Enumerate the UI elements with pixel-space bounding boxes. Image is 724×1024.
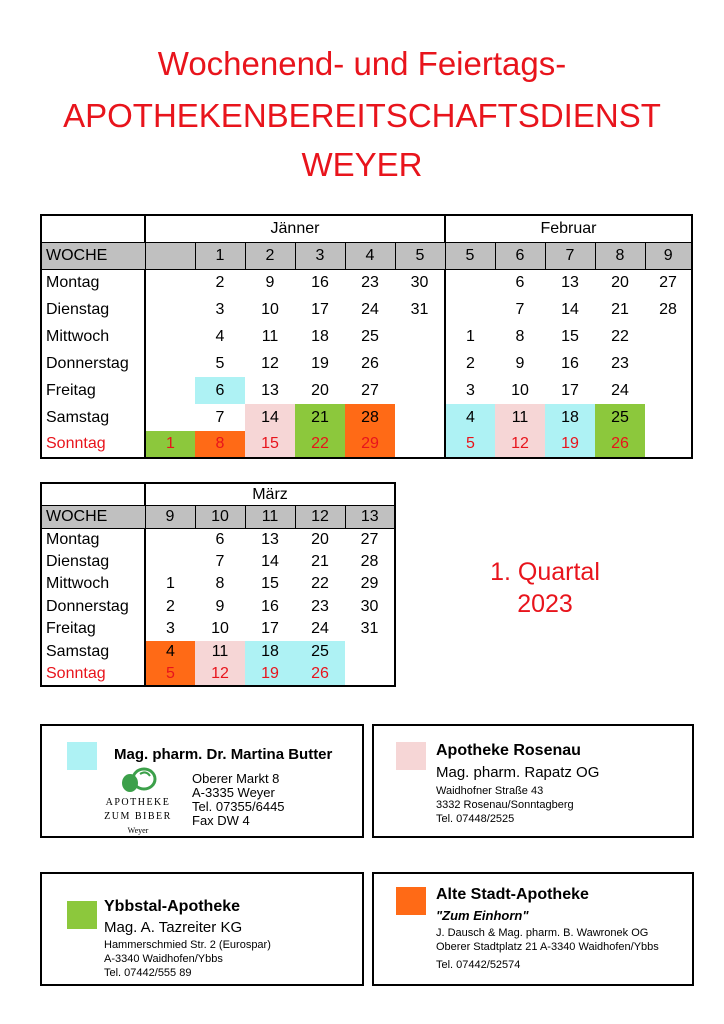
date-cell: 6 — [515, 273, 525, 291]
calendar-maerz — [40, 482, 396, 687]
pharmacy-address: J. Dausch & Mag. pharm. B. Wawronek OG Oberer Stadtplatz 21 A-3340 Waidhofen/Ybbs Tel. 07442/52574 — [436, 927, 659, 971]
pharmacy-address: Hammerschmied Str. 2 (Eurospar) A-3340 Waidhofen/Ybbs Tel. 07442/555 89 — [104, 939, 271, 979]
legend-swatch-orange — [396, 887, 426, 915]
date-cell: 18 — [245, 641, 295, 664]
quartal-line-1: 1. Quartal — [490, 558, 600, 586]
week-number: 9 — [145, 506, 195, 529]
date-cell: 18 — [545, 404, 595, 431]
date-cell: 19 — [311, 354, 329, 372]
date-cell: 10 — [511, 381, 529, 399]
biber-logo-text: APOTHEKE ZUM BIBER Weyer — [104, 797, 172, 835]
month-label-jaenner: Jänner — [145, 215, 445, 242]
date-cell: 21 — [311, 552, 329, 570]
date-cell — [345, 641, 395, 664]
day-row — [41, 663, 395, 686]
day-row — [41, 323, 692, 350]
pharmacy-address: Oberer Markt 8 A-3335 Weyer Tel. 07355/6445 Fax DW 4 — [192, 771, 285, 828]
legend-swatch-cyan — [67, 742, 97, 770]
day-row — [41, 296, 692, 323]
date-cell: 2 — [215, 273, 225, 291]
month-label-maerz: März — [145, 483, 395, 506]
date-cell: 19 — [245, 663, 295, 686]
date-cell: 28 — [345, 404, 395, 431]
day-label: Sonntag — [46, 435, 106, 452]
quartal-year: 2023 — [517, 590, 573, 618]
pharmacy-name: Apotheke Rosenau — [436, 742, 581, 759]
date-cell: 24 — [361, 300, 379, 318]
title-line-1: Wochenend- und Feiertags- — [157, 45, 567, 82]
week-number: 8 — [595, 242, 645, 269]
date-cell: 28 — [659, 300, 677, 318]
date-cell: 11 — [495, 404, 545, 431]
week-number: 11 — [245, 506, 295, 529]
date-cell: 1 — [445, 323, 495, 350]
date-cell: 7 — [515, 300, 525, 318]
week-number: 13 — [345, 506, 395, 529]
date-cell: 22 — [295, 431, 345, 458]
date-cell: 16 — [261, 597, 279, 615]
date-cell — [445, 269, 495, 296]
date-cell: 11 — [261, 327, 279, 345]
date-cell: 13 — [261, 530, 279, 548]
pharmacy-subname: "Zum Einhorn" — [436, 908, 529, 923]
week-number: 5 — [445, 242, 495, 269]
pharmacy-name: Mag. pharm. Dr. Martina Butter — [114, 746, 333, 763]
day-label: Donnerstag — [46, 597, 129, 615]
date-cell: 31 — [410, 300, 429, 318]
date-cell — [395, 377, 445, 404]
date-cell — [145, 350, 195, 377]
date-cell — [395, 323, 445, 350]
week-number: 4 — [345, 242, 395, 269]
date-cell — [395, 404, 445, 431]
date-cell: 8 — [195, 431, 245, 458]
date-cell: 31 — [360, 620, 379, 638]
date-cell: 16 — [561, 354, 579, 372]
date-cell: 21 — [295, 404, 345, 431]
week-row — [41, 242, 692, 269]
date-cell: 4 — [445, 404, 495, 431]
date-cell: 8 — [215, 575, 225, 593]
date-cell: 27 — [361, 381, 379, 399]
pharmacy-name: Ybbstal-Apotheke — [104, 898, 241, 915]
date-cell: 23 — [611, 354, 629, 372]
date-cell — [395, 350, 445, 377]
legend-swatch-green — [67, 901, 97, 929]
date-cell: 20 — [311, 381, 329, 399]
day-row — [41, 377, 692, 404]
date-cell: 10 — [261, 300, 279, 318]
date-cell: 24 — [611, 381, 629, 399]
date-cell — [145, 551, 195, 574]
day-row — [41, 618, 395, 641]
date-cell: 30 — [410, 273, 429, 291]
date-cell: 3 — [445, 377, 495, 404]
date-cell: 7 — [215, 408, 225, 426]
day-row — [41, 269, 692, 296]
date-cell: 16 — [311, 273, 329, 291]
date-cell: 27 — [360, 530, 379, 548]
date-cell — [145, 296, 195, 323]
date-cell: 21 — [611, 300, 629, 318]
week-number: 5 — [395, 242, 445, 269]
day-row — [41, 404, 692, 431]
date-cell: 26 — [295, 663, 345, 686]
day-label: Mittwoch — [46, 575, 110, 593]
title-line-3: WEYER — [301, 146, 423, 183]
date-cell: 25 — [595, 404, 645, 431]
week-number: 10 — [195, 506, 245, 529]
day-label: Sonntag — [46, 664, 106, 682]
day-label: Montag — [46, 530, 100, 548]
date-cell: 10 — [211, 620, 229, 638]
date-cell: 12 — [261, 354, 279, 372]
day-row — [41, 551, 395, 574]
week-number: 1 — [195, 242, 245, 269]
date-cell: 5 — [445, 431, 495, 458]
date-cell: 26 — [361, 354, 379, 372]
date-cell: 18 — [311, 327, 329, 345]
day-row — [41, 350, 692, 377]
day-row — [41, 573, 395, 596]
week-number: 7 — [545, 242, 595, 269]
day-row — [41, 596, 395, 619]
date-cell: 15 — [561, 327, 579, 345]
week-number: 9 — [645, 242, 692, 269]
date-cell — [645, 377, 692, 404]
day-label: Dienstag — [46, 552, 110, 570]
date-cell: 17 — [261, 620, 279, 638]
date-cell: 29 — [345, 431, 395, 458]
date-cell: 20 — [311, 530, 329, 548]
pharmacy-box-butter — [40, 724, 364, 838]
date-cell: 9 — [265, 273, 275, 291]
pharmacy-owner: Mag. pharm. Rapatz OG — [436, 764, 600, 781]
date-cell: 25 — [361, 327, 379, 345]
date-cell: 1 — [145, 431, 195, 458]
week-row — [41, 506, 395, 529]
day-row — [41, 528, 395, 551]
date-cell — [445, 296, 495, 323]
date-cell: 12 — [495, 431, 545, 458]
date-cell: 19 — [545, 431, 595, 458]
date-cell — [645, 404, 692, 431]
date-cell: 13 — [261, 381, 279, 399]
day-label: Mittwoch — [46, 327, 110, 345]
date-cell: 2 — [445, 350, 495, 377]
date-cell: 27 — [659, 273, 677, 291]
date-cell: 29 — [360, 575, 379, 593]
day-label: Donnerstag — [46, 354, 129, 372]
date-cell: 15 — [245, 431, 295, 458]
week-number: 3 — [295, 242, 345, 269]
date-cell — [145, 377, 195, 404]
month-row — [41, 483, 395, 506]
date-cell — [145, 269, 195, 296]
pharmacy-box-rosenau — [372, 724, 694, 838]
date-cell: 9 — [515, 354, 525, 372]
date-cell — [395, 431, 445, 458]
week-label: WOCHE — [41, 242, 145, 269]
date-cell: 7 — [215, 552, 225, 570]
week-number: 6 — [495, 242, 545, 269]
date-cell: 5 — [215, 354, 225, 372]
date-cell: 13 — [561, 273, 579, 291]
date-cell: 3 — [215, 300, 225, 318]
date-cell: 11 — [195, 641, 245, 664]
date-cell — [145, 404, 195, 431]
day-row — [41, 431, 692, 458]
title-line-2: APOTHEKENBEREITSCHAFTSDIENST — [63, 97, 661, 134]
date-cell: 14 — [561, 300, 579, 318]
date-cell: 2 — [145, 596, 195, 619]
date-cell: 20 — [611, 273, 629, 291]
date-cell: 4 — [145, 641, 195, 664]
day-label: Montag — [46, 273, 100, 291]
date-cell: 26 — [595, 431, 645, 458]
week-label: WOCHE — [41, 506, 145, 529]
date-cell — [145, 528, 195, 551]
date-cell: 23 — [311, 597, 329, 615]
date-cell: 23 — [361, 273, 379, 291]
date-cell: 9 — [215, 597, 225, 615]
date-cell: 1 — [145, 573, 195, 596]
day-row — [41, 641, 395, 664]
day-label: Freitag — [46, 620, 96, 638]
week-number: 12 — [295, 506, 345, 529]
month-row — [41, 215, 692, 242]
date-cell — [645, 350, 692, 377]
month-label-februar: Februar — [445, 215, 692, 242]
date-cell: 28 — [360, 552, 379, 570]
date-cell: 3 — [145, 618, 195, 641]
day-label: Freitag — [46, 381, 96, 399]
date-cell: 22 — [611, 327, 629, 345]
date-cell: 14 — [261, 552, 279, 570]
pharmacy-box-ybbstal — [40, 872, 364, 986]
date-cell: 17 — [311, 300, 329, 318]
day-label: Samstag — [46, 408, 110, 426]
date-cell: 22 — [311, 575, 329, 593]
date-cell — [645, 323, 692, 350]
day-label: Dienstag — [46, 300, 110, 318]
pharmacy-owner: Mag. A. Tazreiter KG — [104, 919, 243, 936]
week-number — [145, 242, 195, 269]
date-cell — [145, 323, 195, 350]
date-cell: 24 — [311, 620, 329, 638]
date-cell: 6 — [195, 377, 245, 404]
legend-swatch-pink — [396, 742, 426, 770]
date-cell: 4 — [215, 327, 225, 345]
date-cell: 8 — [515, 327, 525, 345]
day-label: Samstag — [46, 642, 110, 660]
date-cell — [345, 663, 395, 686]
date-cell: 14 — [245, 404, 295, 431]
pharmacy-box-altstadt — [372, 872, 694, 986]
date-cell: 25 — [295, 641, 345, 664]
date-cell: 12 — [195, 663, 245, 686]
biber-logo-icon — [116, 766, 160, 794]
quartal-label — [460, 556, 630, 620]
pharmacy-address: Waidhofner Straße 43 3332 Rosenau/Sonntagberg Tel. 07448/2525 — [436, 785, 574, 825]
date-cell: 5 — [145, 663, 195, 686]
date-cell: 15 — [261, 575, 279, 593]
calendar-jan-feb — [40, 214, 693, 459]
week-number: 2 — [245, 242, 295, 269]
date-cell: 30 — [360, 597, 379, 615]
date-cell: 6 — [215, 530, 225, 548]
date-cell: 17 — [561, 381, 579, 399]
date-cell — [645, 431, 692, 458]
pharmacy-name: Alte Stadt-Apotheke — [436, 886, 589, 903]
